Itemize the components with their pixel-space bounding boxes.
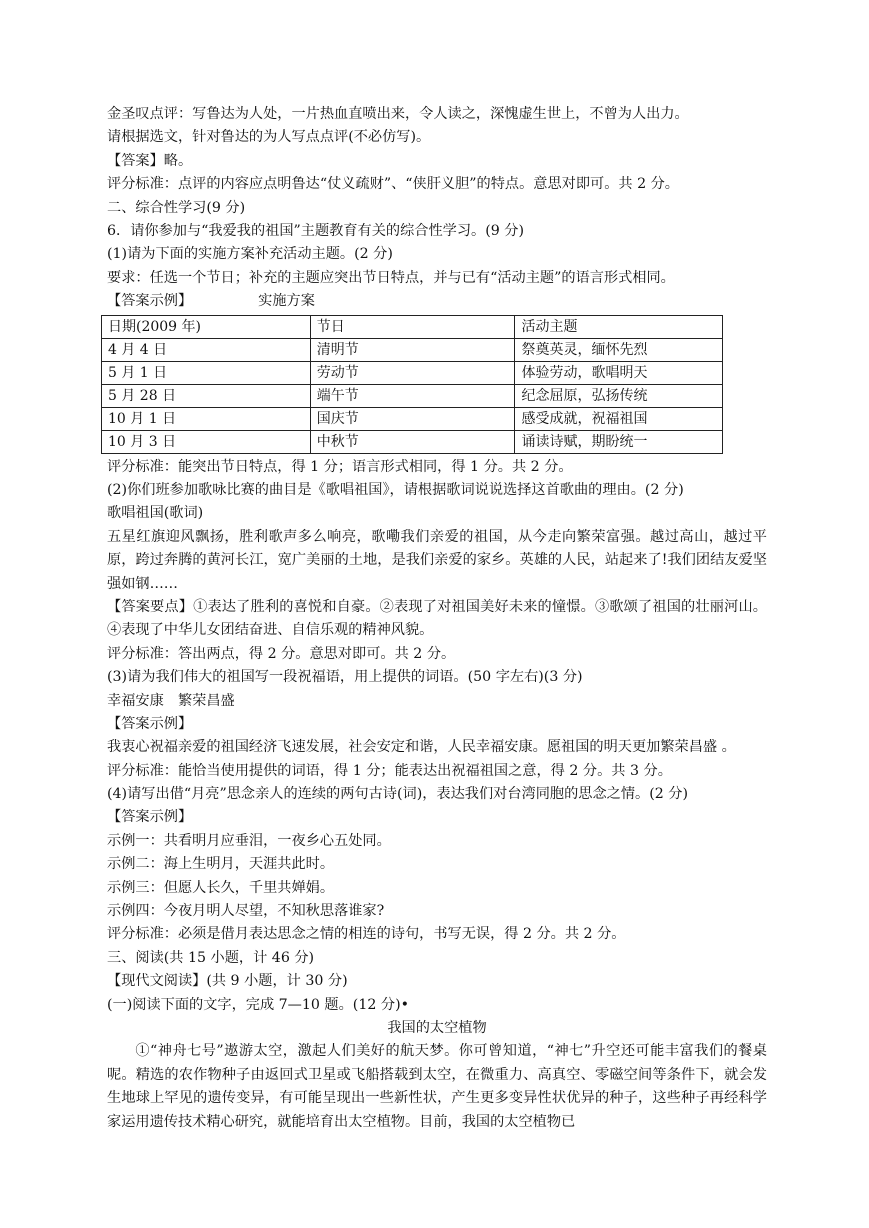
table-row [102,407,723,430]
table-header-row [102,315,723,338]
table-cell: 祭奠英灵，缅怀先烈 [515,338,723,361]
lyrics-paragraph: 五星红旗迎风飘扬，胜利歌声多么响亮，歌嘞我们亲爱的祖国，从今走向繁荣富强。越过高山，越过平原，跨过奔腾的黄河长江，宽广美丽的土地，是我们亲爱的家乡。英雄的人民，站起来了!我们团结友爱坚强如钢…… [107,528,767,592]
table-cell: 国庆节 [310,407,515,430]
table-title: 实施方案 [258,293,315,310]
plan-table [101,315,723,454]
question-text: (3)请为我们伟大的祖国写一段祝福语，用上提供的词语。(50 字左右)(3 分) [107,669,583,686]
table-cell: 4 月 4 日 [102,338,311,361]
table-cell: 5 月 28 日 [102,384,311,407]
section-heading: 三、阅读(共 15 小题，计 46 分) [107,949,315,966]
table-cell: 纪念屈原，弘扬传统 [515,384,723,407]
text-line: 评分标准：必须是借月表达思念之情的相连的诗句，书写无误，得 2 分。共 2 分。 [107,926,626,943]
table-cell: 端午节 [310,384,515,407]
table-header-cell: 活动主题 [515,315,723,338]
table-cell: 10 月 3 日 [102,430,311,453]
table-row [102,338,723,361]
text-line: 幸福安康 繁荣昌盛 [107,692,235,709]
table-cell: 劳动节 [310,361,515,384]
article-title: 我国的太空植物 [387,1019,487,1036]
table-header-cell: 节日 [310,315,515,338]
table-row [102,430,723,453]
text-line: 评分标准：答出两点，得 2 分。意思对即可。共 2 分。 [107,645,456,662]
article-paragraph: ①“神舟七号”遨游太空，激起人们美好的航天梦。你可曾知道，“神七”升空还可能丰富我们的餐桌呢。精选的农作物种子由返回式卫星或飞船搭载到太空，在微重力、高真空、零磁空间等条件下，就会发生地球上罕见的遗传变异，有可能呈现出一些新性状，产生更多变异性状优异的种子，这些种子再经科学家运用遗传技术精心研究，就能培育出太空植物。目前，我国的太空植物已 [107,1043,767,1130]
answer-points: 【答案要点】①表达了胜利的喜悦和自豪。②表现了对祖国美好未来的憧憬。③歌颂了祖国的壮丽河山。④表现了中华儿女团结奋进、自信乐观的精神风貌。 [107,598,767,639]
text-line: 我衷心祝福亲爱的祖国经济飞速发展，社会安定和谐，人民幸福安康。愿祖国的明天更加繁荣昌盛 。 [107,739,736,756]
table-row [102,361,723,384]
text-line: 评分标准：点评的内容应点明鲁达“仗义疏财”、“侠肝义胆”的特点。意思对即可。共 2 分。 [107,176,679,193]
text-line: 【答案示例】 [107,809,193,826]
text-line: 示例四：今夜月明人尽望，不知秋思落谁家? [107,903,385,920]
text-line: 【答案】略。 [107,152,193,169]
question-text: (4)请写出借“月亮”思念亲人的连续的两句古诗(词)，表达我们对台湾同胞的思念之情。(2 分) [107,786,689,803]
table-row [102,384,723,407]
question-text: (1)请为下面的实施方案补充活动主题。(2 分) [107,246,393,263]
text-line: 金圣叹点评：写鲁达为人处，一片热血直喷出来，令人读之，深愧虚生世上，不曾为人出力。 [107,106,689,122]
table-cell: 5 月 1 日 [102,361,311,384]
section-heading: 二、综合性学习(9 分) [107,199,246,216]
text-line: 评分标准：能恰当使用提供的词语，得 1 分；能表达出祝福祖国之意，得 2 分。共 3 分。 [107,762,672,779]
text-line: 示例一：共看明月应垂泪，一夜乡心五处同。 [107,832,391,849]
text-line: 【答案示例】 [107,715,193,732]
text-line: 歌唱祖国(歌词) [107,505,204,522]
answer-example-label: 【答案示例】 [107,293,193,310]
text-line: 评分标准：能突出节日特点，得 1 分；语言形式相同，得 1 分。共 2 分。 [107,458,573,475]
table-cell: 诵读诗赋，期盼统一 [515,430,723,453]
question-text: 6．请你参加与“我爱我的祖国”主题教育有关的综合性学习。(9 分) [107,222,525,239]
table-cell: 清明节 [310,338,515,361]
table-cell: 10 月 1 日 [102,407,311,430]
table-header-cell: 日期(2009 年) [102,315,311,338]
text-line: 示例二：海上生明月，天涯共此时。 [107,856,335,873]
table-cell: 体验劳动，歌唱明天 [515,361,723,384]
document-page [107,103,767,1134]
question-text: (2)你们班参加歌咏比赛的曲目是《歌唱祖国》，请根据歌词说说选择这首歌曲的理由。(2 分) [107,481,684,498]
table-cell: 中秋节 [310,430,515,453]
table-cell: 感受成就，祝福祖国 [515,407,723,430]
text-line: (一)阅读下面的文字，完成 7—10 题。(12 分)• [107,996,409,1013]
section-heading: 【现代文阅读】(共 9 小题，计 30 分) [107,973,348,990]
table-caption [107,290,767,313]
text-line: 要求：任选一个节日；补充的主题应突出节日特点，并与已有“活动主题”的语言形式相同。 [107,269,675,286]
text-line: 示例三：但愿人长久，千里共婵娟。 [107,879,335,896]
text-line: 请根据选文，针对鲁达的为人写点点评(不必仿写)。 [107,129,431,146]
